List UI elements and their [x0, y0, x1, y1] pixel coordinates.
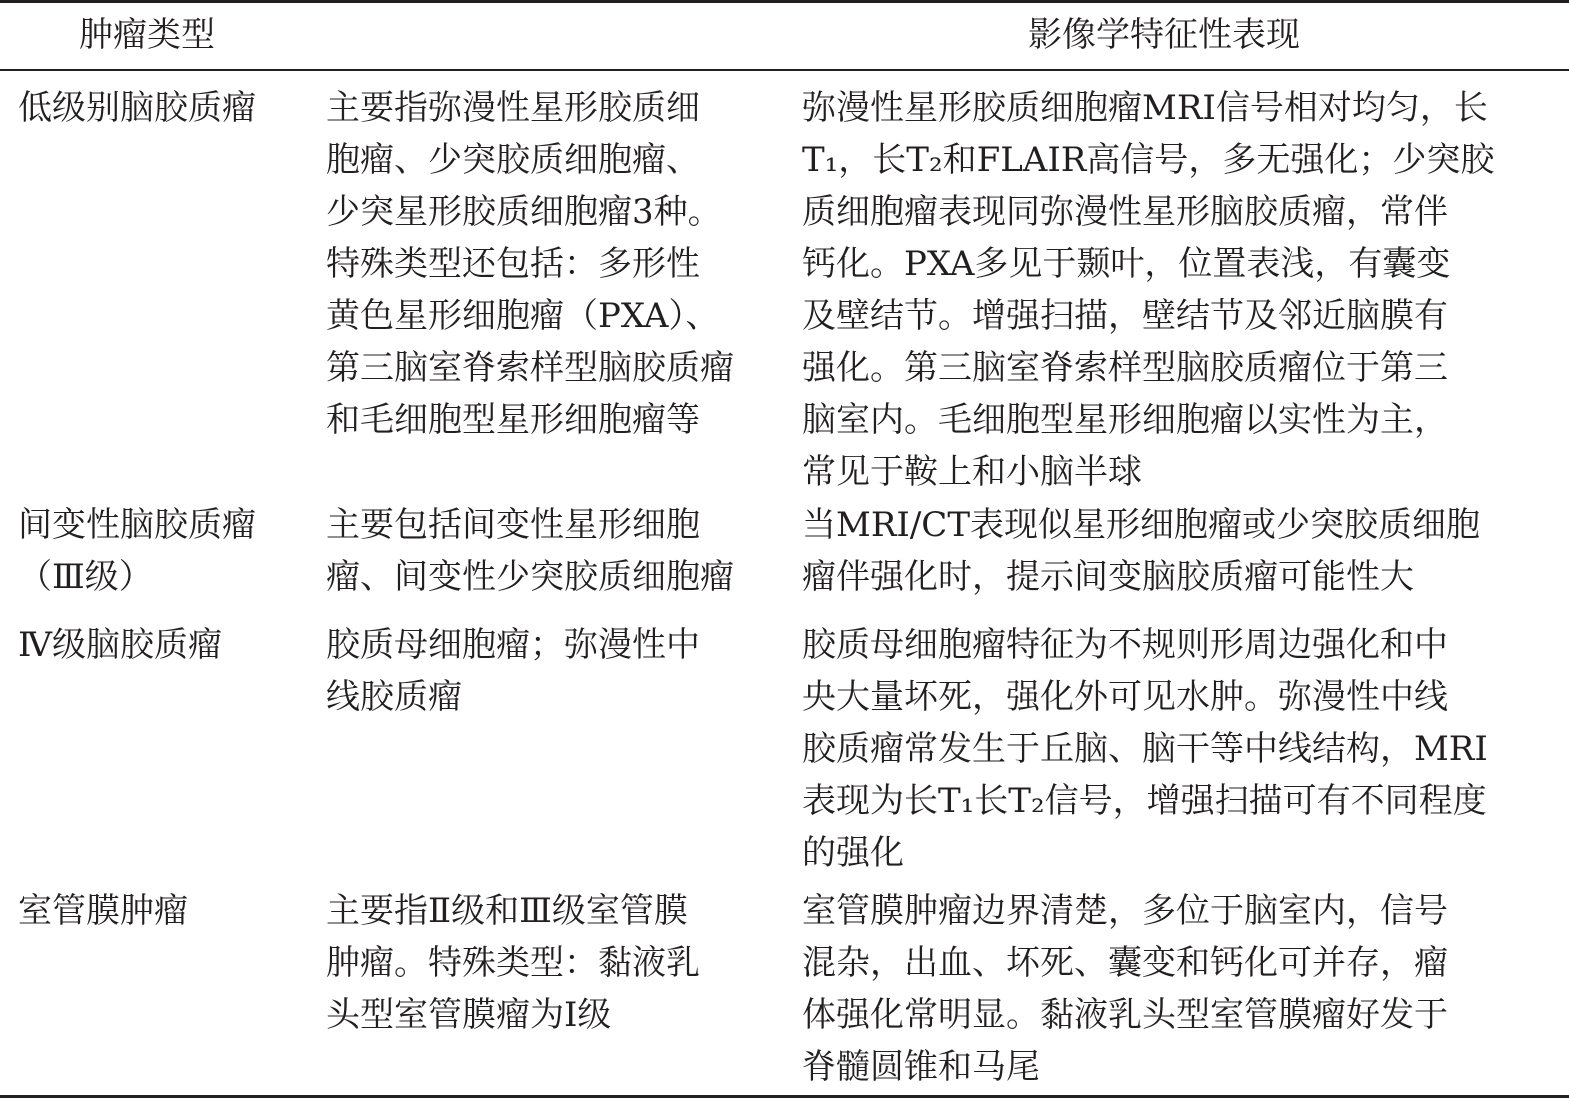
- row-1-tumor-type: 低级别脑胶质瘤: [18, 88, 256, 128]
- row-3-description: 胶质母细胞瘤；弥漫性中 线胶质瘤: [326, 625, 700, 717]
- table-bottom-rule: [0, 1095, 1569, 1098]
- header-imaging-features: 影像学特征性表现: [1028, 15, 1300, 55]
- row-2-description: 主要包括间变性星形细胞 瘤、间变性少突胶质细胞瘤: [326, 505, 734, 597]
- header-tumor-type: 肿瘤类型: [79, 15, 215, 55]
- row-3-tumor-type: Ⅳ级脑胶质瘤: [18, 625, 222, 665]
- row-4-tumor-type: 室管膜肿瘤: [18, 891, 188, 931]
- header-divider-rule: [0, 69, 1569, 71]
- row-1-description: 主要指弥漫性星形胶质细 胞瘤、少突胶质细胞瘤、 少突星形胶质细胞瘤3种。 特殊类型还包括：多形性 黄色星形细胞瘤（PXA）、 第三脑室脊索样型脑胶质瘤 和毛细胞型星形细胞瘤等: [326, 88, 734, 440]
- row-3-imaging-features: 胶质母细胞瘤特征为不规则形周边强化和中 央大量坏死，强化外可见水肿。弥漫性中线 胶质瘤常发生于丘脑、脑干等中线结构，MRI 表现为长T₁长T₂信号，增强扫描可有不同程度 的强化: [802, 625, 1488, 873]
- row-2-imaging-features: 当MRI/CT表现似星形细胞瘤或少突胶质细胞 瘤伴强化时，提示间变脑胶质瘤可能性大: [802, 505, 1480, 597]
- row-4-description: 主要指Ⅱ级和Ⅲ级室管膜 肿瘤。特殊类型：黏液乳 头型室管膜瘤为Ⅰ级: [326, 891, 700, 1035]
- table-top-rule: [0, 0, 1569, 3]
- row-1-imaging-features: 弥漫性星形胶质细胞瘤MRI信号相对均匀，长 T₁，长T₂和FLAIR高信号，多无强化；少突胶 质细胞瘤表现同弥漫性星形脑胶质瘤，常伴 钙化。PXA多见于颞叶，位置表浅，有囊变 及壁结节。增强扫描，壁结节及邻近脑膜有 强化。第三脑室脊索样型脑胶质瘤位于第三 脑室内。毛细胞型星形细胞瘤以实性为主， 常见于鞍上和小脑半球: [802, 88, 1495, 492]
- row-2-tumor-type: 间变性脑胶质瘤 （Ⅲ级）: [18, 505, 256, 597]
- row-4-imaging-features: 室管膜肿瘤边界清楚，多位于脑室内，信号 混杂，出血、坏死、囊变和钙化可并存，瘤 体强化常明显。黏液乳头型室管膜瘤好发于 脊髓圆锥和马尾: [802, 891, 1448, 1087]
